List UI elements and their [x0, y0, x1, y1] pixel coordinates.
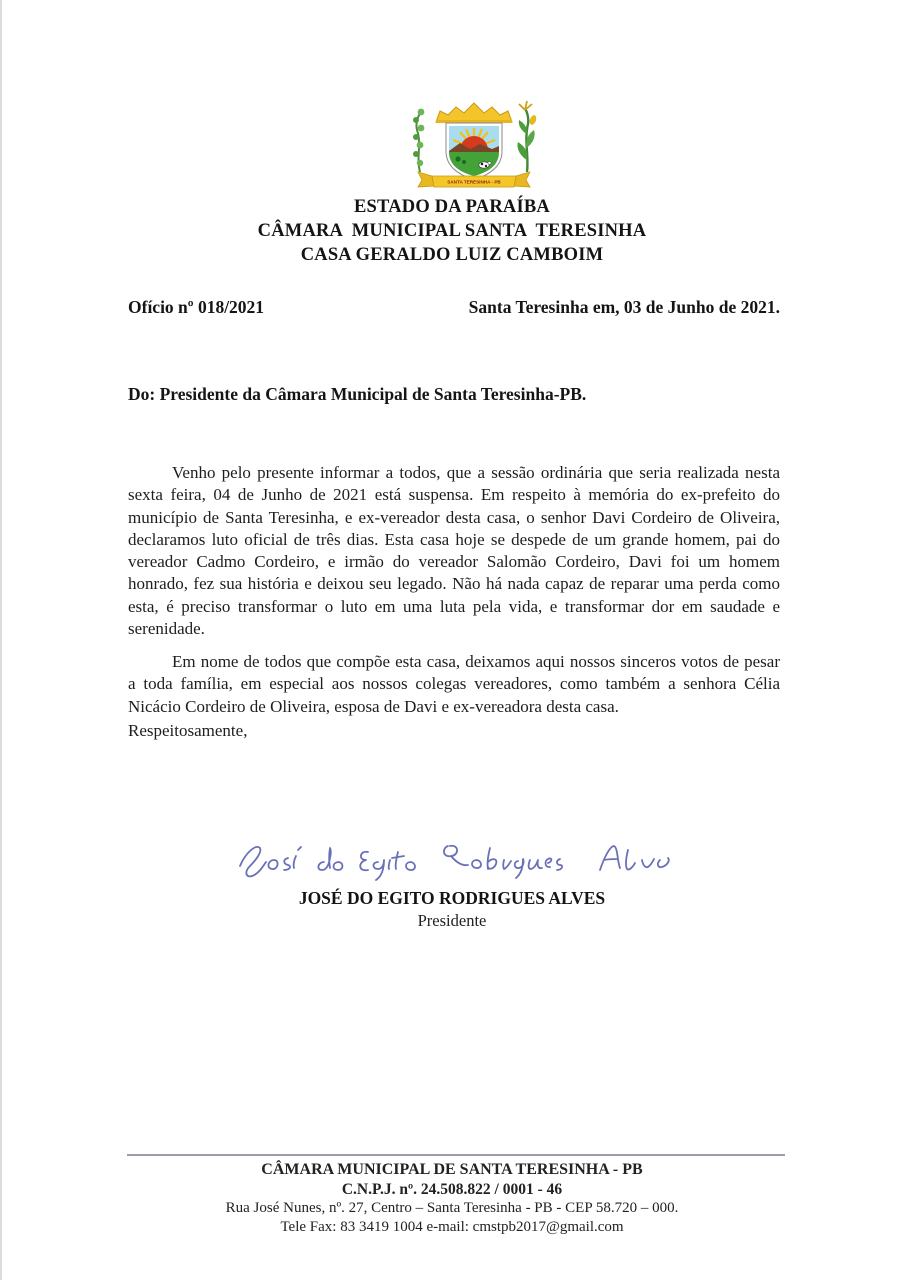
footer-chamber-name: CÂMARA MUNICIPAL DE SANTA TERESINHA - PB: [261, 1161, 643, 1178]
footer-divider: [127, 1154, 785, 1156]
oficio-number: Ofício nº 018/2021: [128, 297, 265, 317]
recipient-line: Do: Presidente da Câmara Municipal de Santa Teresinha-PB.: [128, 384, 587, 404]
footer-address: Rua José Nunes, nº. 27, Centro – Santa Teresinha - PB - CEP 58.720 – 000.: [225, 1200, 679, 1216]
body-paragraph-2: Em nome de todos que compõe esta casa, deixamos aqui nossos sinceros votos de pesar a toda família, em especial aos nossos colegas vereadores, como também a senhora Célia Nicácio Cordeiro de Oliveira, esposa de Davi e ex-vereadora desta casa.: [128, 652, 780, 716]
footer-contact: Tele Fax: 83 3419 1004 e-mail: cmstpb2017@gmail.com: [280, 1219, 624, 1235]
handwritten-signature: [232, 832, 677, 888]
coat-of-arms-icon: [396, 98, 552, 192]
footer-cnpj: C.N.P.J. nº. 24.508.822 / 0001 - 46: [341, 1181, 563, 1198]
letterhead-house: CASA GERALDO LUIZ CAMBOIM: [300, 245, 604, 265]
signer-name: JOSÉ DO EGITO RODRIGUES ALVES: [298, 888, 606, 908]
signer-role: Presidente: [417, 911, 487, 930]
crest-banner-text: SANTA TERESINHA - PB: [447, 179, 501, 185]
letterhead-state: ESTADO DA PARAÍBA: [354, 197, 550, 217]
dateline: Santa Teresinha em, 03 de Junho de 2021.: [468, 297, 780, 317]
closing-salutation: Respeitosamente,: [128, 721, 248, 740]
letterhead-chamber: CÂMARA MUNICIPAL SANTA TERESINHA: [257, 221, 647, 241]
letterhead: [2, 195, 900, 267]
reference-row: [128, 297, 780, 318]
body-paragraph-1: Venho pelo presente informar a todos, que a sessão ordinária que seria realizada nesta sexta feira, 04 de Junho de 2021 está suspensa. Em respeito à memória do ex-prefeito do município de Santa Teresinha, e ex-vereador desta casa, o senhor Davi Cordeiro de Oliveira, declaramos luto oficial de três dias. Esta casa hoje se despede de um grande homem, pai do vereador Cadmo Cordeiro, e irmão do vereador Salomão Cordeiro, Davi foi um homem honrado, fez sua história e deixou seu legado. Não há nada capaz de reparar uma perda como esta, é preciso transformar o luto em uma luta pela vida, e transformar dor em saudade e serenidade.: [128, 463, 780, 639]
footer: [2, 1160, 900, 1237]
